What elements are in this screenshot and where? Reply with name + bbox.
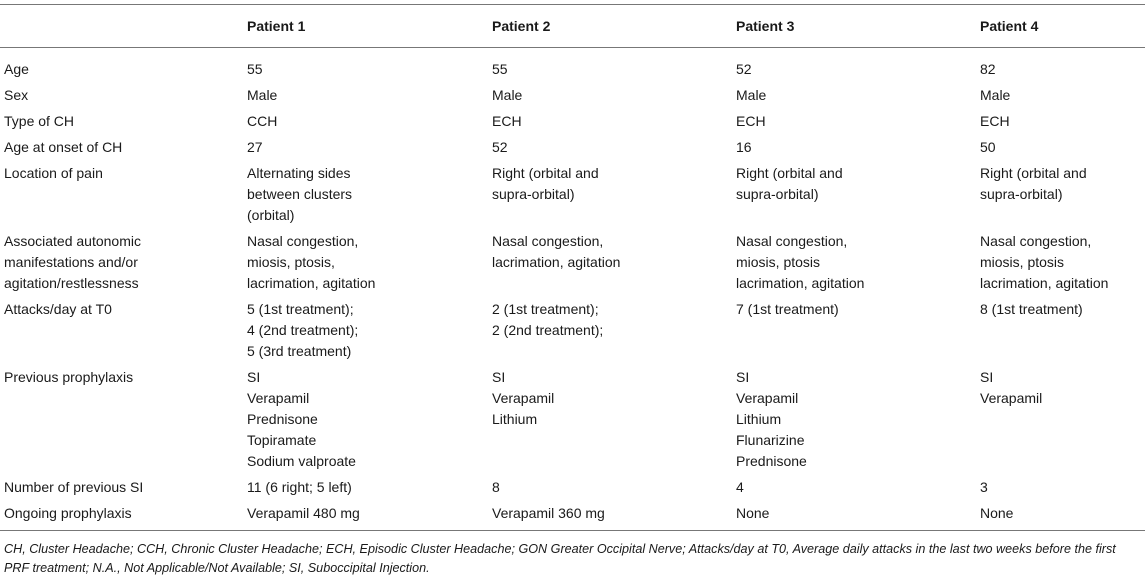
table-cell: Male bbox=[247, 87, 278, 103]
table-cell: SI Verapamil Prednisone Topiramate Sodium valproate bbox=[247, 369, 356, 469]
table-cell: Alternating sides between clusters (orbital) bbox=[247, 165, 353, 223]
table-cell: ECH bbox=[492, 113, 522, 129]
row-label: Ongoing prophylaxis bbox=[0, 503, 247, 531]
table-cell: Verapamil 480 mg bbox=[247, 503, 492, 531]
table-cell: Nasal congestion, miosis, ptosis lacrimation, agitation bbox=[980, 233, 1109, 291]
table-cell: 2 (1st treatment); 2 (2nd treatment); bbox=[492, 301, 604, 338]
table-row bbox=[0, 503, 1145, 531]
patient-characteristics-table bbox=[0, 4, 1145, 531]
table-cell: Male bbox=[736, 87, 767, 103]
table-cell: 16 bbox=[736, 139, 752, 155]
table-cell: SI Verapamil Lithium bbox=[492, 369, 555, 427]
table-cell: None bbox=[736, 503, 980, 531]
row-label: Age bbox=[4, 61, 29, 77]
table-row bbox=[0, 299, 1145, 367]
table-cell: 11 (6 right; 5 left) bbox=[247, 479, 352, 495]
table-row bbox=[0, 163, 1145, 231]
table-row bbox=[0, 477, 1145, 503]
row-label: Age at onset of CH bbox=[4, 139, 123, 155]
table-footnote: CH, Cluster Headache; CCH, Chronic Cluster Headache; ECH, Episodic Cluster Headache; GON Greater Occipital Nerve; Attacks/day at T0, Average daily attacks in the last two weeks before the first PRF treatment; N.A., Not Applicable/Not Available; SI, Suboccipital Injection. bbox=[4, 542, 1116, 575]
table-cell: ECH bbox=[736, 113, 766, 129]
table-cell: ECH bbox=[980, 113, 1010, 129]
table-row bbox=[0, 85, 1145, 111]
header-cell-blank bbox=[0, 5, 247, 48]
table-cell: 55 bbox=[247, 61, 263, 77]
row-label: Attacks/day at T0 bbox=[4, 301, 112, 317]
table-cell: SI Verapamil Lithium Flunarizine Prednisone bbox=[736, 369, 807, 469]
table-row bbox=[0, 111, 1145, 137]
row-label: Sex bbox=[4, 87, 29, 103]
table-cell: 27 bbox=[247, 139, 263, 155]
table-row bbox=[0, 48, 1145, 86]
table-cell: SI Verapamil bbox=[980, 369, 1043, 406]
table-row bbox=[0, 367, 1145, 477]
table-cell: Male bbox=[980, 87, 1011, 103]
table-cell: 4 bbox=[736, 479, 744, 495]
table-cell: 5 (1st treatment); 4 (2nd treatment); 5 (3rd treatment) bbox=[247, 301, 359, 359]
table-cell: Nasal congestion, lacrimation, agitation bbox=[492, 233, 621, 270]
table-cell: 55 bbox=[492, 61, 508, 77]
table-cell: 82 bbox=[980, 61, 996, 77]
table-cell: 52 bbox=[736, 61, 752, 77]
table-cell: Right (orbital and supra-orbital) bbox=[736, 165, 843, 202]
row-label: Previous prophylaxis bbox=[4, 369, 134, 385]
table-header-row bbox=[0, 5, 1145, 48]
row-label: Number of previous SI bbox=[4, 479, 144, 495]
table-cell: 50 bbox=[980, 139, 996, 155]
table-cell: None bbox=[980, 503, 1145, 531]
table-row bbox=[0, 231, 1145, 299]
table-cell: Verapamil 360 mg bbox=[492, 503, 736, 531]
table-cell: CCH bbox=[247, 113, 278, 129]
header-patient-4: Patient 4 bbox=[980, 5, 1145, 48]
table-cell: 3 bbox=[980, 479, 988, 495]
table-cell: 8 (1st treatment) bbox=[980, 301, 1083, 317]
table-cell: Nasal congestion, miosis, ptosis, lacrimation, agitation bbox=[247, 233, 376, 291]
table-cell: 8 bbox=[492, 479, 500, 495]
header-patient-1: Patient 1 bbox=[247, 5, 492, 48]
header-patient-2: Patient 2 bbox=[492, 5, 736, 48]
table-cell: Nasal congestion, miosis, ptosis lacrimation, agitation bbox=[736, 233, 865, 291]
table-cell: Male bbox=[492, 87, 523, 103]
row-label: Type of CH bbox=[4, 113, 75, 129]
table-cell: Right (orbital and supra-orbital) bbox=[980, 165, 1087, 202]
row-label: Location of pain bbox=[4, 165, 103, 181]
header-patient-3: Patient 3 bbox=[736, 5, 980, 48]
table-row bbox=[0, 137, 1145, 163]
table-cell: 52 bbox=[492, 139, 508, 155]
row-label: Associated autonomic manifestations and/or agitation/restlessness bbox=[4, 233, 141, 291]
table-cell: 7 (1st treatment) bbox=[736, 301, 839, 317]
table-cell: Right (orbital and supra-orbital) bbox=[492, 165, 599, 202]
